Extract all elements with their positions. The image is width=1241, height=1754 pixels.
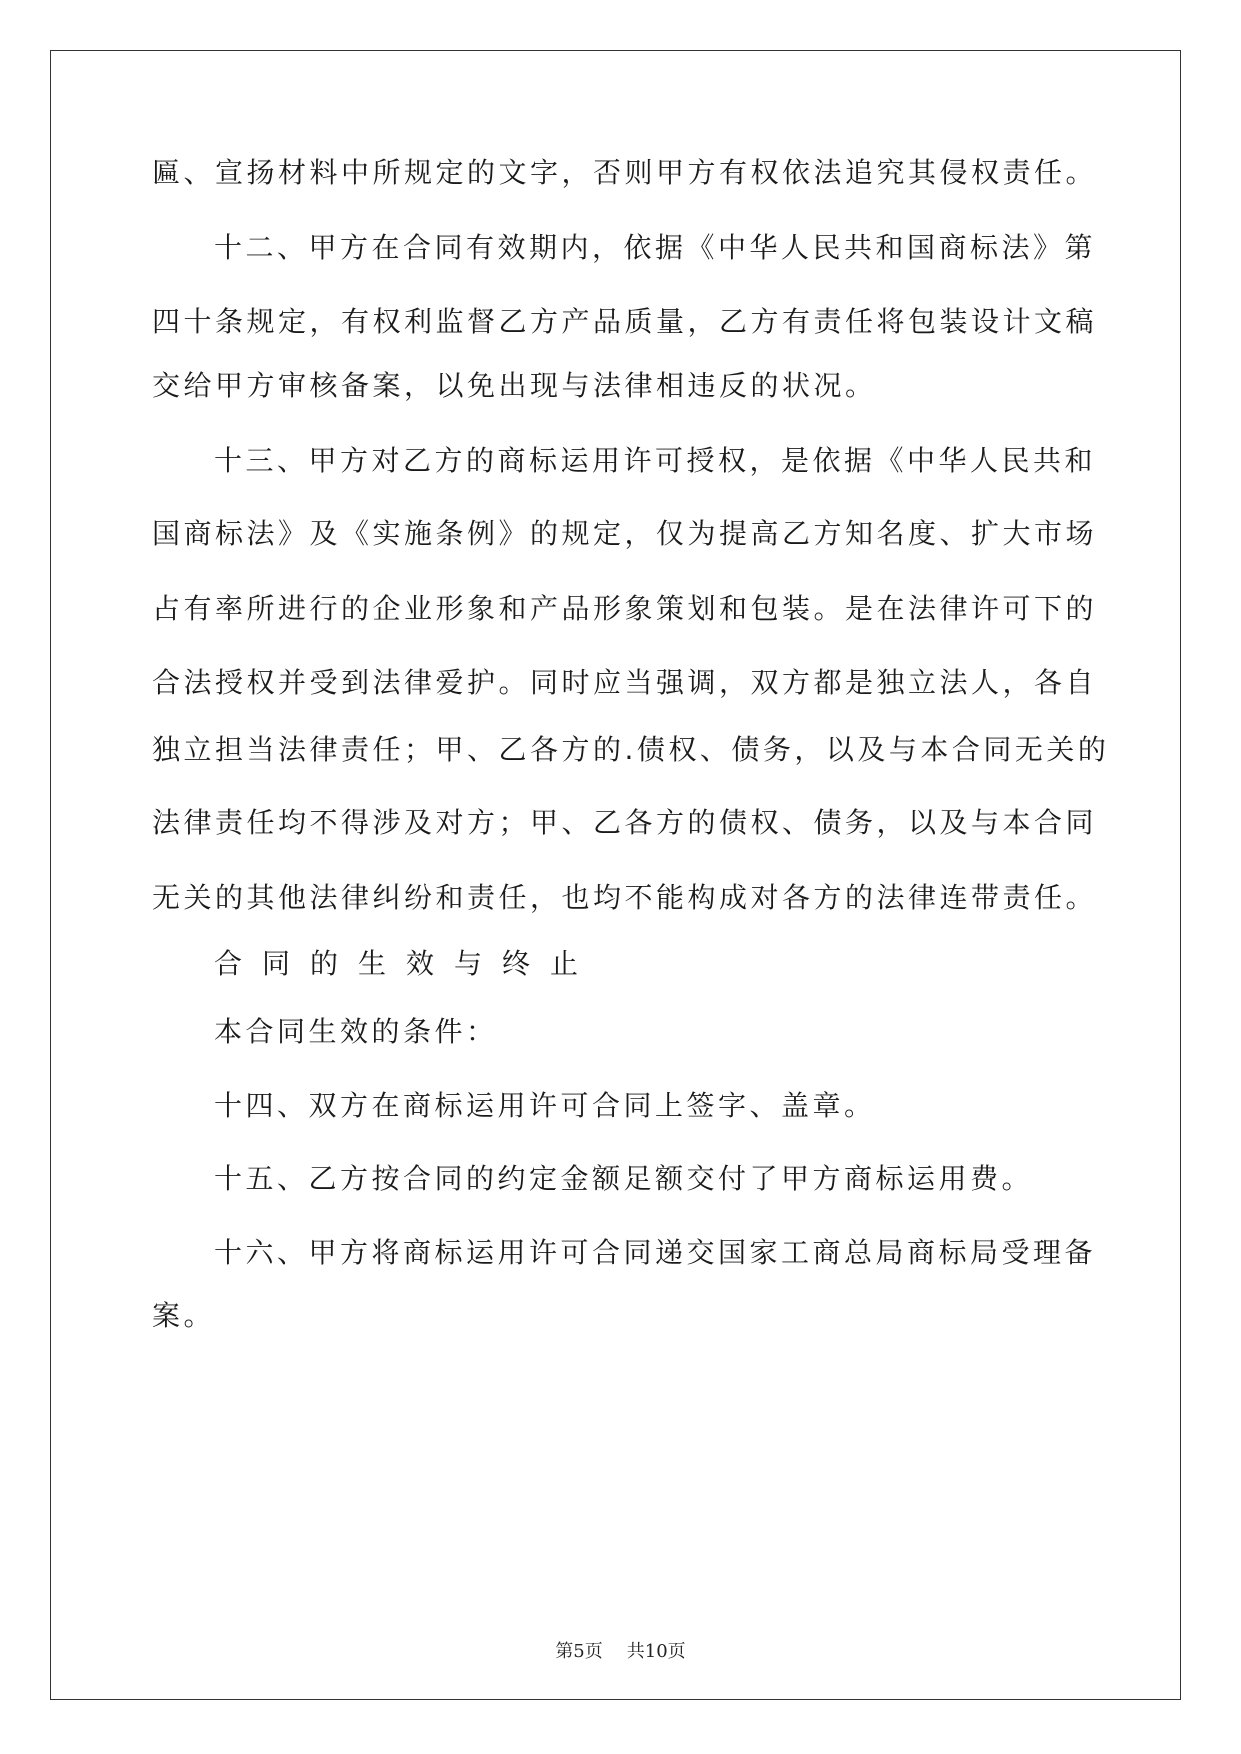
text-line: 十五、乙方按合同的约定金额足额交付了甲方商标运用费。 [214,1162,1034,1195]
page-footer [0,1640,1241,1664]
text-line: 四十条规定，有权利监督乙方产品质量，乙方有责任将包装设计文稿 [152,305,1098,338]
text-line: 十二、甲方在合同有效期内，依据《中华人民共和国商标法》第 [214,231,1097,264]
text-line: 占有率所进行的企业形象和产品形象策划和包装。是在法律许可下的 [152,592,1098,625]
page-total: 共10页 [626,1641,686,1662]
text-line: 本合同生效的条件： [214,1015,498,1048]
text-line: 法律责任均不得涉及对方；甲、乙各方的债权、债务，以及与本合同 [152,806,1098,839]
text-line: 国商标法》及《实施条例》的规定，仅为提高乙方知名度、扩大市场 [152,517,1098,550]
text-line: 匾、宣扬材料中所规定的文字，否则甲方有权依法追究其侵权责任。 [152,156,1098,189]
page-border [50,50,1181,1700]
text-line: 独立担当法律责任；甲、乙各方的.债权、债务，以及与本合同无关的 [152,733,1110,766]
text-line: 十三、甲方对乙方的商标运用许可授权，是依据《中华人民共和 [214,444,1097,477]
text-line: 合法授权并受到法律爱护。同时应当强调，双方都是独立法人，各自 [152,666,1098,699]
text-line: 十六、甲方将商标运用许可合同递交国家工商总局商标局受理备 [214,1236,1097,1269]
text-line: 案。 [152,1299,216,1332]
text-line: 交给甲方审核备案，以免出现与法律相违反的状况。 [152,369,877,402]
page-number: 第5页 [555,1641,603,1662]
text-line: 十四、双方在商标运用许可合同上签字、盖章。 [214,1089,876,1122]
text-line: 无关的其他法律纠纷和责任，也均不能构成对各方的法律连带责任。 [152,881,1098,914]
section-heading: 合同的生效与终止 [214,947,599,980]
